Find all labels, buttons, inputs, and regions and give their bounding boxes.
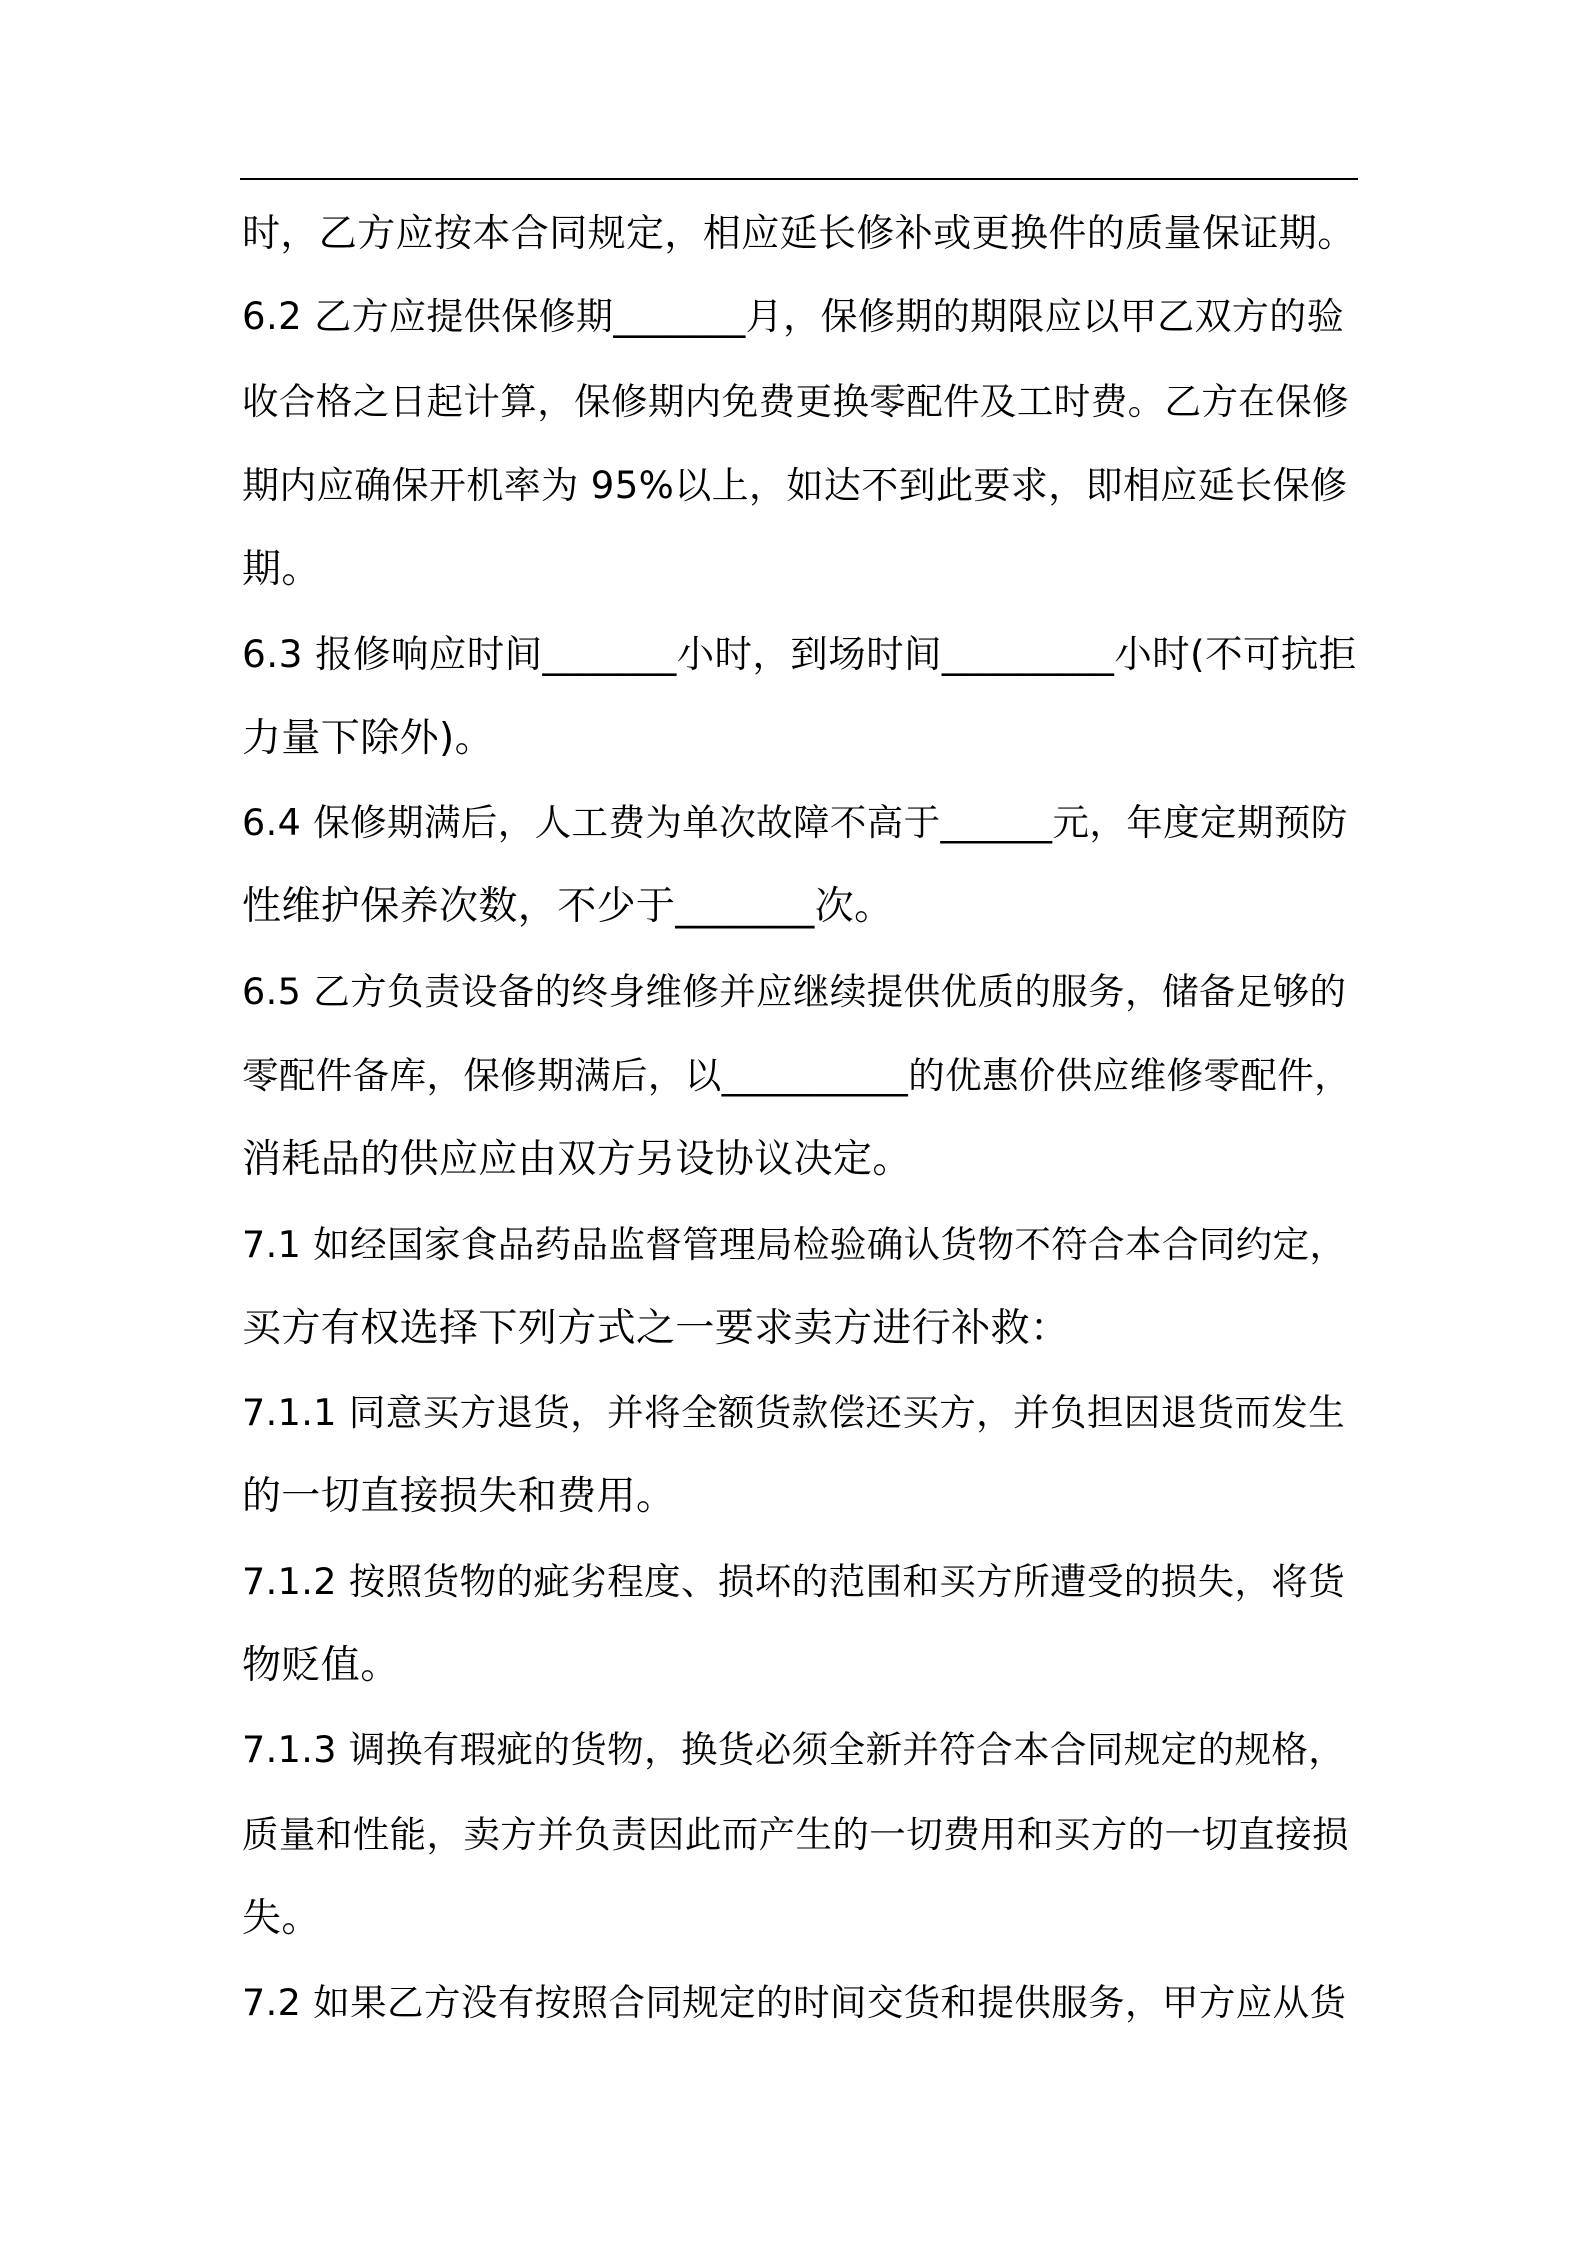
header-rule (240, 178, 1358, 180)
text-line: 7.1.2 按照货物的疵劣程度、损坏的范围和买方所遭受的损失，将货 (242, 1559, 1346, 1603)
text-line: 买方有权选择下列方式之一要求卖方进行补救： (242, 1305, 1070, 1351)
text-line: 7.1 如经国家食品药品监督管理局检验确认货物不符合本合同约定， (242, 1222, 1347, 1266)
text-line: 消耗品的供应应由双方另设协议决定。 (242, 1137, 912, 1183)
text-line: 时，乙方应按本合同规定，相应延长修补或更换件的质量保证期。 (242, 211, 1356, 255)
contract-body (242, 191, 1358, 2046)
text-line: 7.2 如果乙方没有按照合同规定的时间交货和提供服务，甲方应从货 (242, 1981, 1347, 2025)
text-line: 期内应确保开机率为 95%以上，如达不到此要求，即相应延长保修 (242, 463, 1348, 507)
text-line: 期。 (242, 547, 321, 593)
text-line: 零配件备库，保修期满后，以__________的优惠价供应维修零配件， (242, 1053, 1351, 1097)
text-line: 6.3 报修响应时间_______小时，到场时间_________小时(不可抗拒 (242, 632, 1357, 677)
text-line: 6.4 保修期满后，人工费为单次故障不高于______元，年度定期预防 (242, 801, 1348, 845)
text-line: 的一切直接损失和费用。 (242, 1474, 676, 1520)
text-line: 6.2 乙方应提供保修期_______月，保修期的期限应以甲乙双方的验 (242, 295, 1345, 339)
text-line: 失。 (242, 1895, 321, 1941)
text-line: 7.1.3 调换有瑕疵的货物，换货必须全新并符合本合同规定的规格， (242, 1728, 1346, 1772)
text-line: 物贬值。 (242, 1643, 400, 1689)
text-line: 7.1.1 同意买方退货，并将全额货款偿还买方，并负担因退货而发生 (242, 1391, 1346, 1435)
text-line: 质量和性能，卖方并负责因此而产生的一切费用和买方的一切直接损 (242, 1812, 1349, 1856)
text-line: 收合格之日起计算，保修期内免费更换零配件及工时费。乙方在保修 (242, 379, 1349, 423)
text-line: 6.5 乙方负责设备的终身维修并应继续提供优质的服务，储备足够的 (242, 969, 1347, 1013)
text-line: 力量下除外)。 (242, 715, 495, 761)
text-line: 性维护保养次数，不少于_______次。 (242, 884, 894, 930)
